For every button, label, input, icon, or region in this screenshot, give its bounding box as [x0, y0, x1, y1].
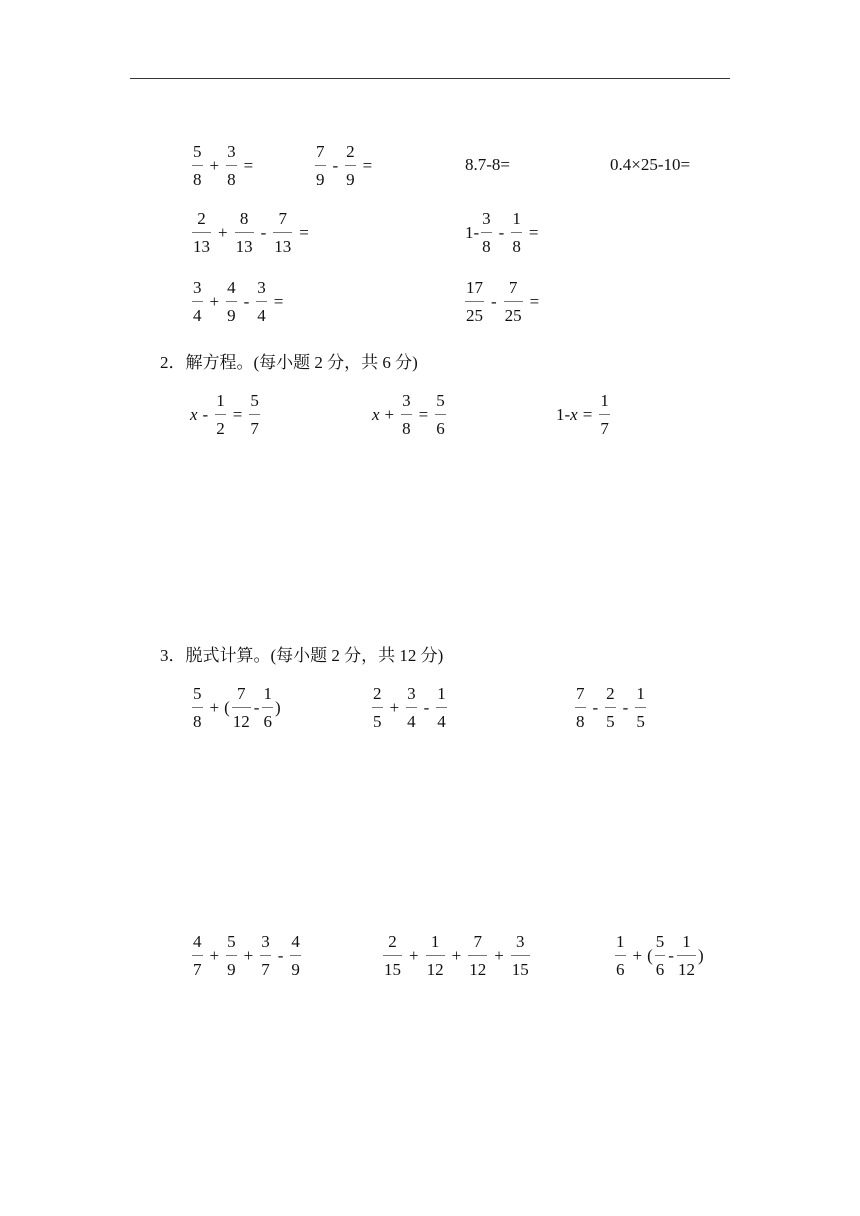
- operator: +: [451, 945, 462, 965]
- calc-4: [190, 933, 303, 978]
- numerator: 3: [257, 278, 266, 297]
- fraction: [235, 210, 254, 255]
- operator: +: [632, 945, 643, 965]
- denominator: 13: [193, 237, 210, 256]
- problem-r3-2: [463, 279, 544, 324]
- section-3-heading: 3．脱式计算。(每小题 2 分，共 12 分): [160, 646, 444, 665]
- denominator: 12: [677, 960, 695, 979]
- equals-sign: =: [232, 404, 243, 424]
- operator: -: [243, 291, 250, 311]
- denominator: 6: [655, 960, 665, 979]
- numerator: 7: [473, 932, 482, 951]
- denominator: 8: [576, 712, 585, 731]
- denominator: 4: [437, 712, 446, 731]
- decimal-expression: 8.7-8=: [465, 155, 510, 174]
- numerator: 1: [437, 684, 446, 703]
- equals-sign: =: [243, 155, 254, 175]
- numerator: 5: [655, 932, 665, 951]
- numerator: 1: [682, 932, 691, 951]
- variable-x: x: [570, 404, 578, 424]
- denominator: 4: [257, 306, 266, 325]
- operator: +: [209, 945, 220, 965]
- fraction: [192, 279, 203, 324]
- equation-1: [190, 392, 262, 437]
- operator: -: [277, 945, 284, 965]
- operator: +: [209, 155, 220, 175]
- numerator: 3: [227, 142, 236, 161]
- denominator: 4: [407, 712, 416, 731]
- numerator: 17: [466, 278, 483, 297]
- fraction: [599, 392, 610, 437]
- fraction: [226, 143, 237, 188]
- lead-term: 1-: [465, 222, 480, 242]
- numerator: 2: [388, 932, 397, 951]
- numerator: 7: [278, 209, 288, 228]
- denominator: 6: [436, 419, 445, 438]
- denominator: 4: [193, 306, 202, 325]
- fraction: [383, 933, 402, 978]
- denominator: 8: [193, 170, 202, 189]
- denominator: 13: [274, 237, 292, 256]
- operator: +: [243, 945, 254, 965]
- operator: -: [332, 155, 339, 175]
- equals-sign: =: [273, 291, 284, 311]
- fraction: [401, 392, 412, 437]
- operator: -: [423, 697, 430, 717]
- denominator: 9: [316, 170, 325, 189]
- fraction: [262, 685, 273, 730]
- fraction: [406, 685, 417, 730]
- operator: -: [592, 697, 599, 717]
- equals-sign: =: [528, 222, 539, 242]
- fraction: [192, 143, 203, 188]
- numerator: 3: [402, 391, 411, 410]
- numerator: 1: [616, 932, 625, 951]
- denominator: 7: [600, 419, 609, 438]
- denominator: 7: [250, 419, 259, 438]
- fraction: [511, 210, 522, 255]
- numerator: 2: [197, 209, 206, 228]
- denominator: 9: [227, 306, 236, 325]
- operator: +: [218, 222, 228, 242]
- numerator: 5: [250, 391, 259, 410]
- fraction: [575, 685, 586, 730]
- equation-3: [556, 392, 612, 437]
- problem-r1-3: [465, 155, 510, 175]
- denominator: 12: [426, 960, 444, 979]
- numerator: 3: [482, 209, 491, 228]
- header-rule: [130, 78, 730, 79]
- numerator: 5: [193, 684, 202, 703]
- equation-2: [372, 392, 448, 437]
- operator: -: [202, 404, 209, 424]
- left-parenthesis: (: [224, 697, 230, 717]
- operator: +: [209, 697, 220, 717]
- denominator: 25: [466, 306, 483, 325]
- operator: +: [389, 697, 400, 717]
- numerator: 2: [346, 142, 355, 161]
- denominator: 8: [482, 237, 491, 256]
- numerator: 5: [193, 142, 202, 161]
- denominator: 6: [263, 712, 272, 731]
- numerator: 7: [237, 684, 246, 703]
- denominator: 25: [504, 306, 522, 325]
- problem-r1-4: [610, 155, 690, 175]
- denominator: 8: [512, 237, 521, 256]
- equals-sign: =: [418, 404, 429, 424]
- fraction: [635, 685, 646, 730]
- fraction: [615, 933, 626, 978]
- equals-sign: =: [529, 291, 540, 311]
- fraction: [655, 933, 666, 978]
- fraction: [249, 392, 260, 437]
- fraction: [226, 279, 237, 324]
- operator: +: [494, 945, 504, 965]
- numerator: 3: [407, 684, 416, 703]
- numerator: 7: [576, 684, 585, 703]
- equals-sign: =: [362, 155, 373, 175]
- fraction: [192, 210, 211, 255]
- fraction: [345, 143, 356, 188]
- lead-term: 1-: [556, 404, 571, 424]
- denominator: 9: [291, 960, 300, 979]
- numerator: 2: [373, 684, 382, 703]
- left-parenthesis: (: [647, 945, 653, 965]
- problem-r1-2: [313, 143, 377, 188]
- problem-r2-1: [190, 210, 314, 255]
- fraction: [481, 210, 492, 255]
- fraction: [677, 933, 696, 978]
- numerator: 4: [227, 278, 236, 297]
- numerator: 5: [436, 391, 445, 410]
- decimal-expression: 0.4×25-10=: [610, 155, 691, 174]
- denominator: 12: [469, 960, 487, 979]
- fraction: [260, 933, 271, 978]
- fraction: [504, 279, 523, 324]
- denominator: 5: [373, 712, 382, 731]
- calc-1: [190, 685, 281, 730]
- denominator: 5: [636, 712, 645, 731]
- operator: -: [668, 945, 674, 965]
- variable-x: x: [372, 404, 380, 424]
- operator: +: [409, 945, 419, 965]
- numerator: 1: [512, 209, 521, 228]
- fraction: [215, 392, 226, 437]
- denominator: 15: [511, 960, 529, 979]
- denominator: 8: [193, 712, 202, 731]
- fraction: [465, 279, 484, 324]
- numerator: 1: [600, 391, 609, 410]
- calc-6: [613, 933, 704, 978]
- fraction: [192, 933, 203, 978]
- fraction: [290, 933, 301, 978]
- operator: -: [622, 697, 629, 717]
- denominator: 15: [384, 960, 401, 979]
- operator: -: [260, 222, 267, 242]
- fraction: [315, 143, 326, 188]
- fraction: [232, 685, 251, 730]
- fraction: [192, 685, 203, 730]
- denominator: 7: [193, 960, 202, 979]
- denominator: 9: [346, 170, 355, 189]
- section-2-heading: 2．解方程。(每小题 2 分，共 6 分): [160, 353, 418, 372]
- right-parenthesis: ): [697, 945, 704, 965]
- numerator: 8: [239, 209, 249, 228]
- denominator: 8: [402, 419, 411, 438]
- denominator: 6: [616, 960, 625, 979]
- numerator: 7: [316, 142, 325, 161]
- equals-sign: =: [299, 222, 309, 242]
- operator: +: [209, 291, 220, 311]
- fraction: [436, 685, 447, 730]
- fraction: [468, 933, 487, 978]
- fraction: [256, 279, 267, 324]
- numerator: 1: [430, 932, 440, 951]
- denominator: 2: [216, 419, 225, 438]
- problem-r3-1: [190, 279, 288, 324]
- fraction: [511, 933, 530, 978]
- operator: -: [253, 697, 260, 717]
- denominator: 5: [606, 712, 615, 731]
- fraction: [226, 933, 237, 978]
- fraction: [372, 685, 383, 730]
- fraction: [426, 933, 445, 978]
- denominator: 12: [232, 712, 250, 731]
- calc-2: [370, 685, 449, 730]
- right-parenthesis: ): [274, 697, 281, 717]
- problem-r2-2: [465, 210, 543, 255]
- fraction: [605, 685, 616, 730]
- numerator: 4: [291, 932, 300, 951]
- variable-x: x: [190, 404, 198, 424]
- problem-r1-1: [190, 143, 258, 188]
- numerator: 3: [193, 278, 202, 297]
- numerator: 2: [606, 684, 615, 703]
- operator: +: [384, 404, 395, 424]
- numerator: 1: [216, 391, 225, 410]
- numerator: 1: [263, 684, 272, 703]
- fraction: [435, 392, 446, 437]
- operator: -: [498, 222, 505, 242]
- numerator: 3: [261, 932, 270, 951]
- denominator: 7: [261, 960, 270, 979]
- denominator: 13: [235, 237, 253, 256]
- calc-3: [573, 685, 648, 730]
- denominator: 8: [227, 170, 236, 189]
- calc-5: [381, 933, 532, 978]
- denominator: 9: [227, 960, 236, 979]
- operator: -: [491, 291, 497, 311]
- equals-sign: =: [582, 404, 593, 424]
- fraction: [273, 210, 292, 255]
- numerator: 3: [516, 932, 525, 951]
- numerator: 4: [193, 932, 202, 951]
- numerator: 7: [508, 278, 518, 297]
- numerator: 5: [227, 932, 236, 951]
- numerator: 1: [636, 684, 645, 703]
